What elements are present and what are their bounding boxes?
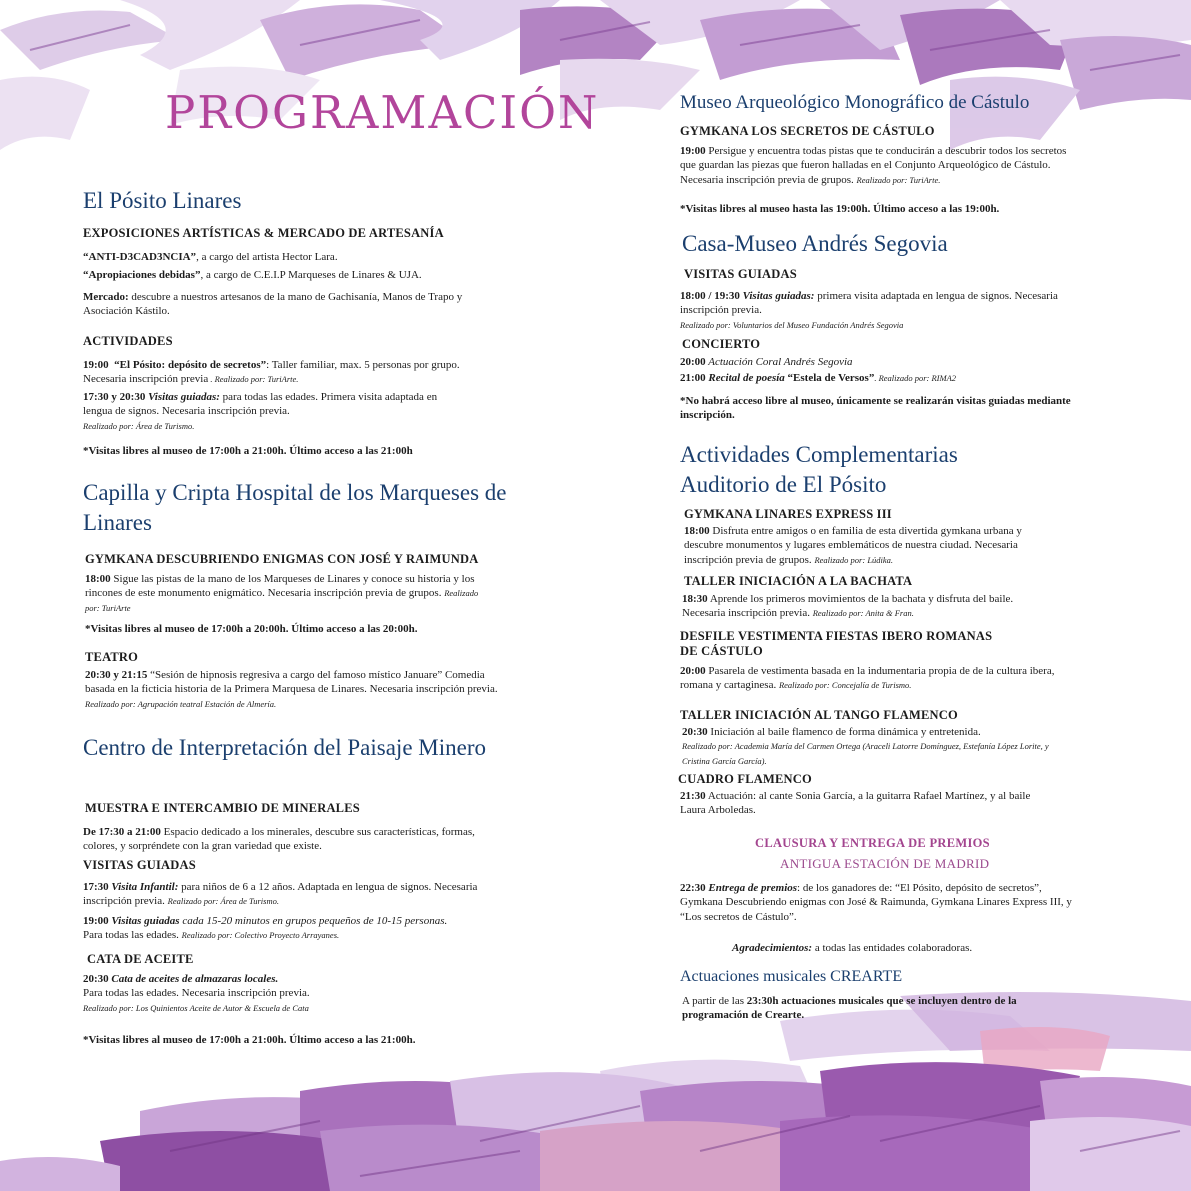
activity-coral: 20:00 Actuación Coral Andrés Segovia [680,356,853,368]
section-heading-gymkana-express: GYMKANA LINARES EXPRESS III [684,507,892,521]
activity-tango: 20:30 Iniciación al baile flamenco de forma dinámica y entretenida. Realizado por: Academia María del Carmen Ortega (Araceli Latorre Domínguez, Estefanía López Lorite, y Cristina García García). [682,726,1049,766]
museum-hours-note: *Visitas libres al museo hasta las 19:00h. Último acceso a las 19:00h. [680,203,1000,215]
activity-taller: 19:00 “El Pósito: depósito de secretos”: Taller familiar, max. 5 personas por grupo. Necesaria inscripción previa . Realizado por: TuriArte. [83,359,460,386]
venue-title-casa-segovia: Casa-Museo Andrés Segovia [682,231,948,256]
section-heading-cuadro-flamenco: CUADRO FLAMENCO [678,772,812,786]
section-heading-cata: CATA DE ACEITE [87,952,194,966]
activity-gymkana-castulo: 19:00 Persigue y encuentra todas pistas que te conducirán a descubrir todos los secretos que guardan las piezas que fueron halladas en el Conjunto Arqueológico de Cástulo. Necesaria inscripción previa de grupos. Realizado por: TuriArte. [680,145,1067,186]
venue-title-crearte: Actuaciones musicales CREARTE [680,968,903,985]
activity-visita-infantil: 17:30 Visita Infantil: para niños de 6 a 12 años. Adaptada en lengua de signos. Necesaria inscripción previa. Realizado por: Área de Turismo. [83,881,478,908]
museum-hours-note: *Visitas libres al museo de 17:00h a 21:00h. Último acceso a las 21:00h [83,445,413,457]
venue-title-posito: El Pósito Linares [83,188,242,213]
activity-minerales: De 17:30 a 21:00 Espacio dedicado a los minerales, descubre sus características, formas, colores, y sorpréndete con la gran variedad que existe. [83,826,475,853]
clausura-heading: CLAUSURA Y ENTREGA DE PREMIOS [755,836,990,850]
activity-visitas-segovia: 18:00 / 19:30 Visitas guiadas: primera visita adaptada en lengua de signos. Necesaria inscripción previa. Realizado por: Voluntarios del Museo Fundación Andrés Segovia [680,290,1058,330]
museum-hours-note: *Visitas libres al museo de 17:00h a 21:00h. Último acceso a las 21:00h. [83,1034,416,1046]
section-heading-concierto: CONCIERTO [682,337,761,351]
crearte-text: A partir de las 23:30h actuaciones musicales que se incluyen dentro de la programación de Crearte. [682,995,1017,1022]
activity-visitas-guiadas: 19:00 Visitas guiadas cada 15-20 minutos en grupos pequeños de 10-15 personas. Para todas las edades. Realizado por: Colectivo Proyecto Arrayanes. [83,915,448,942]
activity-cuadro-flamenco: 21:30 Actuación: al cante Sonia García, a la guitarra Rafael Martínez, y al baile Laura Arboledas. [680,790,1031,817]
section-heading-teatro: TEATRO [85,650,139,664]
section-heading-desfile: DESFILE VESTIMENTA FIESTAS IBERO ROMANAS DE CÁSTULO [680,629,993,658]
expo-item-1: “ANTI-D3CAD3NCIA”, a cargo del artista Hector Lara. [83,251,338,263]
section-heading-gymkana-enigmas: GYMKANA DESCUBRIENDO ENIGMAS CON JOSÉ Y RAIMUNDA [85,552,479,566]
museum-hours-note: *Visitas libres al museo de 17:00h a 20:00h. Último acceso a las 20:00h. [85,623,418,635]
expo-item-2: “Apropiaciones debidas”, a cargo de C.E.I.P Marqueses de Linares & UJA. [83,269,422,281]
section-heading-tango: TALLER INICIACIÓN AL TANGO FLAMENCO [680,708,958,722]
section-heading-visitas-segovia: VISITAS GUIADAS [684,267,797,281]
venue-title-museo-castulo: Museo Arqueológico Monográfico de Cástulo [680,92,1030,113]
agradecimientos-text: Agradecimientos: a todas las entidades colaboradoras. [732,942,973,954]
activity-gymkana-enigmas: 18:00 Sigue las pistas de la mano de los Marqueses de Linares y conoce su historia y los rincones de este monumento enigmático. Necesaria inscripción previa de grupos. Realizado por: TuriArte [85,573,479,613]
section-heading-gymkana-castulo: GYMKANA LOS SECRETOS DE CÁSTULO [680,124,935,138]
section-heading-minerales: MUESTRA E INTERCAMBIO DE MINERALES [85,801,360,815]
activity-desfile: 20:00 Pasarela de vestimenta basada en la indumentaria propia de de la cultura ibera, romana y cartaginesa. Realizado por: Concejalía de Turismo. [680,665,1055,692]
section-heading-actividades: ACTIVIDADES [83,334,173,348]
activity-teatro: 20:30 y 21:15 “Sesión de hipnosis regresiva a cargo del famoso místico Januare” Comedia basada en la ficticia historia de la Primera Marquesa de Linares. Necesaria inscripción previa. Realizado por: Agrupación teatral Estación de Almería. [85,669,498,709]
clausura-location: ANTIGUA ESTACIÓN DE MADRID [780,856,990,871]
entrega-premios-text: 22:30 Entrega de premios: de los ganadores de: “El Pósito, depósito de secretos”, Gymkana Descubriendo enigmas con José & Raimunda, Gymkana Linares Express III, y “Los secretos de Cástulo”. [680,882,1072,923]
museum-access-note: *No habrá acceso libre al museo, únicamente se realizarán visitas guiadas mediante inscripción. [680,395,1071,421]
activity-cata: 20:30 Cata de aceites de almazaras locales. Para todas las edades. Necesaria inscripción previa. Realizado por: Los Quinientos Aceite de Autor & Escuela de Cata [83,973,310,1013]
page-title: PROGRAMACIÓN [165,86,600,139]
venue-title-capilla: Capilla y Cripta Hospital de los Marqueses de Linares [83,480,507,535]
venue-title-centro: Centro de Interpretación del Paisaje Minero [83,735,486,760]
venue-title-complementarias: Actividades Complementarias Auditorio de El Pósito [680,442,958,497]
activity-visitas: 17:30 y 20:30 Visitas guiadas: para todas las edades. Primera visita adaptada en lengua de signos. Necesaria inscripción previa. Realizado por: Área de Turismo. [83,391,438,431]
section-heading-bachata: TALLER INICIACIÓN A LA BACHATA [684,574,913,588]
activity-recital: 21:00 Recital de poesía “Estela de Versos”. Realizado por: RIMA2 [680,372,957,384]
activity-bachata: 18:30 Aprende los primeros movimientos de la bachata y disfruta del baile. Necesaria inscripción previa. Realizado por: Anita & Fran. [682,593,1014,620]
section-heading-visitas-guiadas: VISITAS GUIADAS [83,858,196,872]
section-heading-exposiciones: EXPOSICIONES ARTÍSTICAS & MERCADO DE ARTESANÍA [83,226,444,240]
activity-gymkana-express: 18:00 Disfruta entre amigos o en familia de esta divertida gymkana urbana y descubre monumentos y lugares emblemáticos de nuestra ciudad. Necesaria inscripción previa de grupos. Realizado por: Lúdika. [684,525,1022,566]
mercado-text: Mercado: descubre a nuestros artesanos de la mano de Gachisanía, Manos de Trapo y Asociación Kástilo. [83,291,463,318]
